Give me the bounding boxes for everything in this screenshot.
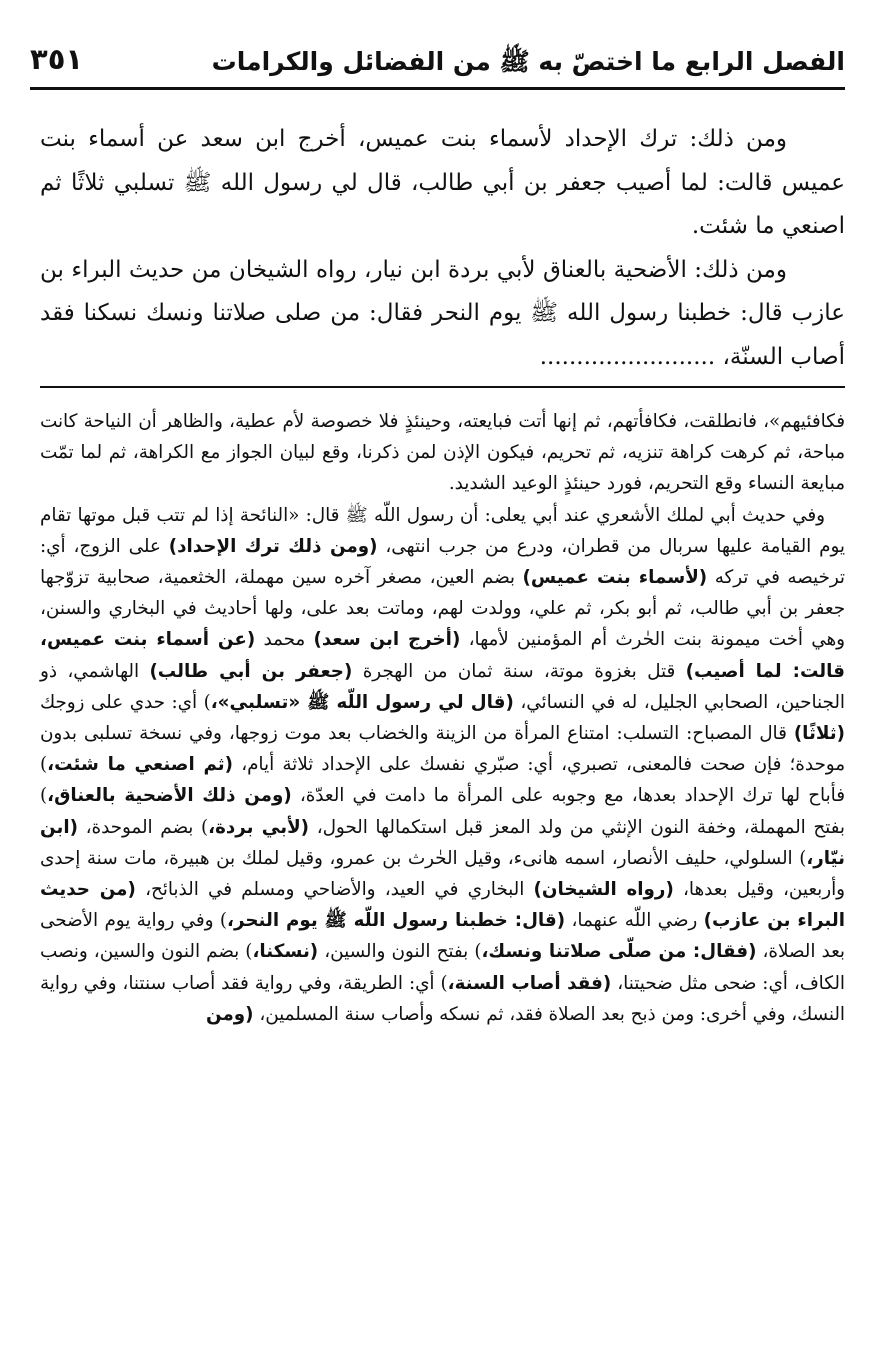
- commentary-text-segment: ) فأباح لها ترك الإحداد بعدها، مع وجوبه على المرأة ما دامت في العدّة،: [40, 754, 845, 807]
- commentary-text-segment: ) بفتح المهملة، وخفة النون الإنثي من ولد المعز قبل استكمالها الحول،: [40, 785, 846, 838]
- page-header: [30, 40, 845, 90]
- commentary-text-segment: ) بفتح النون والسين،: [324, 941, 482, 963]
- commentary-text-segment: بضم العين، مصغر آخره سين مهملة، الخثعمية، صحابية تزوّجها جعفر بن أبي طالب، ثم أبو بكر، ثم علي، وولدت لهم، وماتت بعد على، ولها أحاديث في البخاري والسنن، وهي أخت ميمونة بنت الحٰرث أم المؤمنين لأمها،: [40, 567, 845, 651]
- commentary-text-segment: ) أي: حدي على زوجك: [40, 691, 211, 713]
- quoted-phrase: (لأسماء بنت عميس): [522, 567, 708, 589]
- quoted-phrase: (ثلاثًا): [793, 723, 846, 745]
- quoted-phrase: (فقد أصاب السنة،: [447, 972, 612, 994]
- running-title: الفصل الرابع ما اختصّ به ﷺ من الفضائل والكرامات: [211, 47, 845, 76]
- quoted-phrase: (نسكنا،: [252, 941, 319, 963]
- continuation-dots: ........................: [539, 343, 716, 370]
- quoted-phrase: (عن أسماء بنت عميس، قالت: لما أصيب): [40, 629, 845, 682]
- header-rule: [30, 87, 845, 90]
- commentary-text-segment: قتل بغزوة موتة، سنة ثمان من الهجرة: [362, 660, 676, 682]
- commentary-text-segment: قال المصباح: التسلب: امتناع المرأة من الزينة والخضاب بعد موت زوجها، وفي نسخة تسلبى بدون موحدة؛ فإن صحت فالمعنى، تصبري، أي: صبّري نفسك على الإحداد ثلاثة أيام،: [40, 723, 846, 776]
- main-paragraph-2-text: ومن ذلك: الأضحية بالعناق لأبي بردة ابن نيار، رواه الشيخان من حديث البراء بن عازب قال: خطبنا رسول الله ﷺ يوم النحر فقال: من صلى صلاتنا ونسك نسكنا فقد أصاب السنّة،: [40, 256, 845, 370]
- quoted-phrase: (قال لي رسول اللّه ﷺ «تسلبي»،: [210, 691, 514, 713]
- quoted-phrase: (ابن نيّار،: [40, 816, 845, 869]
- commentary-text-segment: ) أي: الطريقة، وفي رواية فقد أصاب سنتنا، وفي رواية النسك، وفي أخرى: ومن ذبح بعد الصلاة فقد، ثم نسكه وأصاب سنة المسلمين،: [40, 972, 845, 1025]
- quoted-phrase: (لأبي بردة،: [208, 816, 310, 838]
- quoted-phrase: (رواه الشيخان): [533, 879, 674, 901]
- main-paragraph-1: ومن ذلك: ترك الإحداد لأسماء بنت عميس، أخرج ابن سعد عن أسماء بنت عميس قالت: لما أصيب جعفر بن أبي طالب، قال لي رسول الله ﷺ تسلبي ثلاثًا ثم اصنعي ما شئت.: [40, 126, 845, 239]
- commentary-text-segment: البخاري في العيد، والأضاحي ومسلم في الذبائح،: [145, 879, 525, 901]
- commentary-text-segment: ) بضم النون والسين، ونصب الكاف، أي: ضحى مثل ضحيتنا،: [40, 941, 846, 994]
- page-number: ٣٥١: [30, 42, 84, 76]
- commentary-text-segment: ) وفي رواية يوم الأضحى بعد الصلاة،: [40, 910, 846, 963]
- quoted-phrase: (ومن ذلك الأضحية بالعناق،: [47, 785, 292, 807]
- commentary-text-segment: محمد: [263, 629, 306, 651]
- quoted-phrase: (قال: خطبنا رسول اللّه ﷺ يوم النحر،: [227, 910, 566, 932]
- quoted-phrase: (جعفر بن أبي طالب): [149, 660, 353, 682]
- quoted-phrase: (ثم اصنعي ما شئت،: [47, 754, 234, 776]
- commentary-text-segment: على الزوج، أي: ترخيصه في تركه: [40, 535, 846, 589]
- commentary-text-segment: رضي اللّه عنهما،: [571, 910, 698, 932]
- separator-rule: [40, 386, 845, 388]
- quoted-phrase: (أخرج ابن سعد): [313, 629, 461, 651]
- quoted-phrase: (ومن ذلك ترك الإحداد): [168, 535, 378, 557]
- quoted-phrase: (ومن: [206, 1003, 254, 1025]
- commentary-text-segment: ) السلولي، حليف الأنصار، اسمه هانىء، وقيل الحٰرث بن عمرو، وقيل لملك بن هبيرة، مات سنة إحدى وأربعين، وقيل بعدها،: [40, 847, 845, 901]
- commentary-paragraph-2: [40, 500, 845, 1030]
- commentary-text-segment: ) بضم الموحدة،: [85, 816, 209, 838]
- main-text: [40, 118, 845, 379]
- commentary-text-segment: وفي حديث أبي لملك الأشعري عند أبي يعلى: أن رسول اللّه ﷺ قال: «النائحة إذا لم تتب قبل موتها تقام يوم القيامة عليها سربال من قطران، ودرع من جرب انتهى،: [40, 504, 845, 557]
- commentary-paragraph-1: فكافئيهم»، فانطلقت، فكافأتهم، ثم إنها أتت فبايعته، وحينئذٍ فلا خصوصة لأم عطية، والظاهر أن النياحة كانت مباحة، ثم كرهت كراهة تنزيه، ثم تحريم، فيكون الإذن لمن ذكرنا، وقع لبيان الجواز مع الكراهة، ثم لما تمّت مبايعة النساء وقع التحريم، فورد حينئذٍ الوعيد الشديد.: [40, 411, 845, 495]
- quoted-phrase: (فقال: من صلّى صلاتنا ونسك،: [481, 941, 757, 963]
- commentary-text: [40, 406, 845, 1030]
- main-paragraph-2: [40, 249, 845, 380]
- commentary-text-segment: الهاشمي، ذو الجناحين، الصحابي الجليل، له في النسائي،: [40, 660, 845, 713]
- quoted-phrase: (من حديث البراء بن عازب): [40, 879, 846, 932]
